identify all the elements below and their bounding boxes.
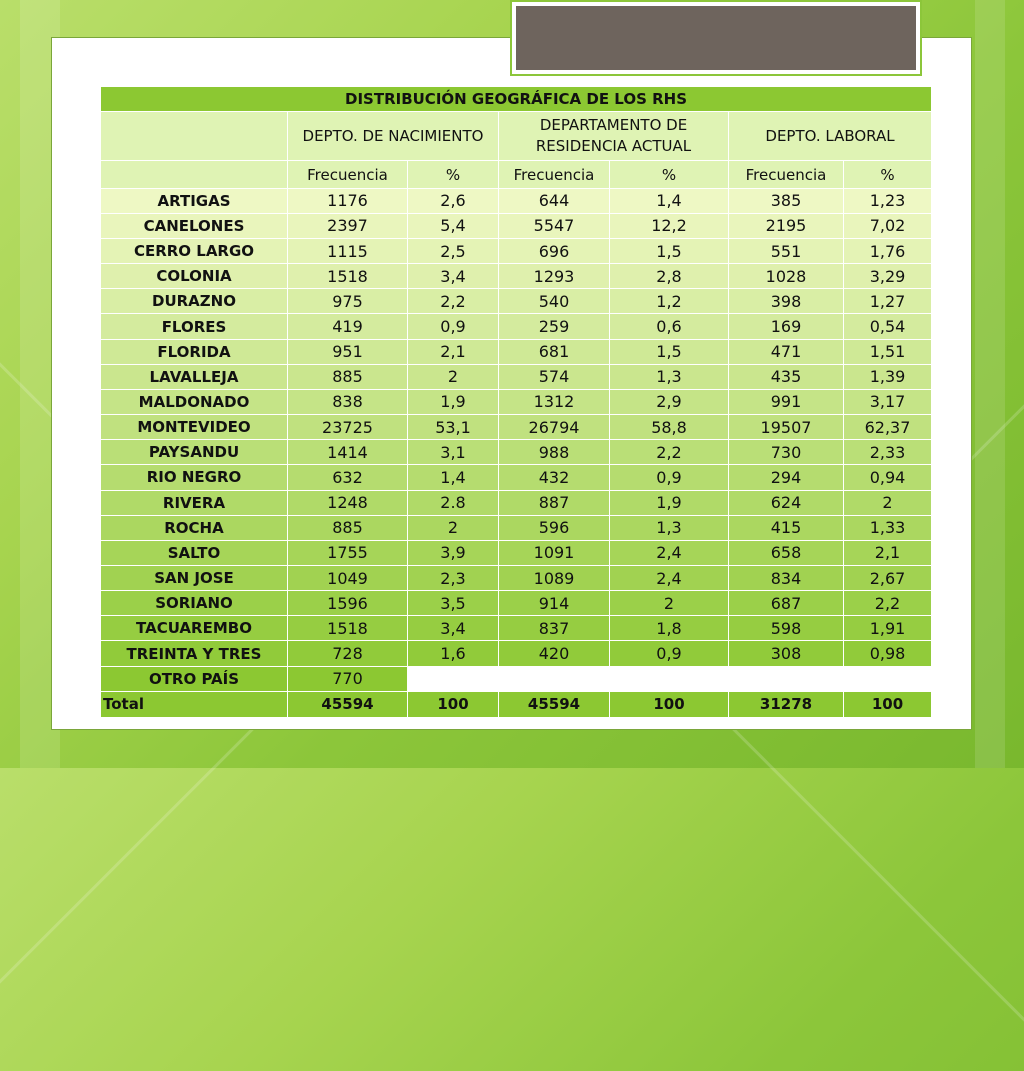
- residence-frequency: 644: [499, 188, 610, 213]
- residence-percent: 1,3: [610, 515, 729, 540]
- work-percent: 1,27: [844, 289, 932, 314]
- table-row: [101, 440, 932, 465]
- table-row: [101, 540, 932, 565]
- work-percent: 3,29: [844, 264, 932, 289]
- work-percent: 1,33: [844, 515, 932, 540]
- birth-percent: 2: [408, 364, 499, 389]
- birth-frequency: 885: [288, 515, 408, 540]
- residence-frequency: 540: [499, 289, 610, 314]
- table-row: [101, 339, 932, 364]
- work-frequency: [729, 666, 844, 691]
- table-row: [101, 213, 932, 238]
- table-row: [101, 565, 932, 590]
- birth-percent: 2.8: [408, 490, 499, 515]
- residence-percent: 0,9: [610, 641, 729, 666]
- table-row: [101, 289, 932, 314]
- birth-percent: 3,9: [408, 540, 499, 565]
- table-row: [101, 364, 932, 389]
- department-name: CANELONES: [101, 213, 288, 238]
- residence-frequency: 837: [499, 616, 610, 641]
- work-frequency: 398: [729, 289, 844, 314]
- total-residence-percent: 100: [610, 691, 729, 717]
- sub-header-frequency: Frecuencia: [729, 161, 844, 188]
- table-row: [101, 490, 932, 515]
- residence-percent: 0,6: [610, 314, 729, 339]
- group-header-residence-dept: DEPARTAMENTO DE RESIDENCIA ACTUAL: [499, 112, 729, 161]
- table-row: [101, 188, 932, 213]
- total-row: [101, 691, 932, 717]
- residence-percent: 1,8: [610, 616, 729, 641]
- residence-frequency: 681: [499, 339, 610, 364]
- residence-percent: 1,5: [610, 339, 729, 364]
- birth-frequency: 770: [288, 666, 408, 691]
- department-name: RIO NEGRO: [101, 465, 288, 490]
- birth-percent: 3,5: [408, 591, 499, 616]
- residence-percent: 58,8: [610, 415, 729, 440]
- work-percent: 7,02: [844, 213, 932, 238]
- work-frequency: 551: [729, 238, 844, 263]
- birth-frequency: 1248: [288, 490, 408, 515]
- residence-frequency: 596: [499, 515, 610, 540]
- table-row: [101, 616, 932, 641]
- geographic-distribution-table: [100, 86, 932, 718]
- birth-percent: 3,1: [408, 440, 499, 465]
- residence-frequency: 5547: [499, 213, 610, 238]
- birth-percent: 1,9: [408, 389, 499, 414]
- work-percent: 1,91: [844, 616, 932, 641]
- total-work-percent: 100: [844, 691, 932, 717]
- sub-header-empty: [101, 161, 288, 188]
- birth-frequency: 1518: [288, 264, 408, 289]
- work-frequency: 471: [729, 339, 844, 364]
- department-name: MONTEVIDEO: [101, 415, 288, 440]
- work-frequency: 294: [729, 465, 844, 490]
- work-frequency: 1028: [729, 264, 844, 289]
- residence-frequency: 887: [499, 490, 610, 515]
- birth-percent: 2,3: [408, 565, 499, 590]
- work-frequency: 730: [729, 440, 844, 465]
- total-birth-percent: 100: [408, 691, 499, 717]
- sub-header-row: [101, 161, 932, 188]
- birth-frequency: 419: [288, 314, 408, 339]
- residence-percent: 2,2: [610, 440, 729, 465]
- residence-percent: [610, 666, 729, 691]
- birth-frequency: 885: [288, 364, 408, 389]
- birth-percent: [408, 666, 499, 691]
- work-percent: 3,17: [844, 389, 932, 414]
- table-row: [101, 465, 932, 490]
- birth-frequency: 2397: [288, 213, 408, 238]
- department-name: ARTIGAS: [101, 188, 288, 213]
- work-frequency: 658: [729, 540, 844, 565]
- total-birth-frequency: 45594: [288, 691, 408, 717]
- department-name: DURAZNO: [101, 289, 288, 314]
- residence-percent: 0,9: [610, 465, 729, 490]
- birth-frequency: 1518: [288, 616, 408, 641]
- birth-frequency: 1414: [288, 440, 408, 465]
- residence-percent: 2,8: [610, 264, 729, 289]
- birth-frequency: 632: [288, 465, 408, 490]
- birth-percent: 53,1: [408, 415, 499, 440]
- residence-frequency: 914: [499, 591, 610, 616]
- residence-percent: 1,4: [610, 188, 729, 213]
- sub-header-frequency: Frecuencia: [288, 161, 408, 188]
- work-percent: 1,76: [844, 238, 932, 263]
- birth-frequency: 838: [288, 389, 408, 414]
- title-placeholder-fill: [516, 6, 916, 70]
- birth-frequency: 975: [288, 289, 408, 314]
- work-frequency: 385: [729, 188, 844, 213]
- residence-percent: 2: [610, 591, 729, 616]
- birth-frequency: 1176: [288, 188, 408, 213]
- work-frequency: 834: [729, 565, 844, 590]
- work-percent: 0,94: [844, 465, 932, 490]
- total-residence-frequency: 45594: [499, 691, 610, 717]
- table-row: [101, 641, 932, 666]
- department-name: FLORES: [101, 314, 288, 339]
- residence-percent: 1,3: [610, 364, 729, 389]
- birth-frequency: 1755: [288, 540, 408, 565]
- work-percent: 0,54: [844, 314, 932, 339]
- work-percent: 2,67: [844, 565, 932, 590]
- total-label: Total: [101, 691, 288, 717]
- work-frequency: 415: [729, 515, 844, 540]
- residence-percent: 1,2: [610, 289, 729, 314]
- department-name: TREINTA Y TRES: [101, 641, 288, 666]
- total-work-frequency: 31278: [729, 691, 844, 717]
- work-frequency: 624: [729, 490, 844, 515]
- birth-percent: 1,4: [408, 465, 499, 490]
- group-header-row: [101, 112, 932, 161]
- work-percent: 1,51: [844, 339, 932, 364]
- birth-percent: 3,4: [408, 616, 499, 641]
- work-frequency: 308: [729, 641, 844, 666]
- department-name: FLORIDA: [101, 339, 288, 364]
- work-frequency: 598: [729, 616, 844, 641]
- residence-frequency: 696: [499, 238, 610, 263]
- department-name: LAVALLEJA: [101, 364, 288, 389]
- residence-percent: 2,4: [610, 540, 729, 565]
- table-row: [101, 389, 932, 414]
- department-name: ROCHA: [101, 515, 288, 540]
- work-percent: 1,23: [844, 188, 932, 213]
- department-name: TACUAREMBO: [101, 616, 288, 641]
- work-percent: 2,2: [844, 591, 932, 616]
- residence-frequency: 1312: [499, 389, 610, 414]
- birth-frequency: 1049: [288, 565, 408, 590]
- table-row: [101, 314, 932, 339]
- birth-percent: 2,6: [408, 188, 499, 213]
- residence-frequency: 259: [499, 314, 610, 339]
- birth-frequency: 728: [288, 641, 408, 666]
- birth-frequency: 1596: [288, 591, 408, 616]
- table-title: DISTRIBUCIÓN GEOGRÁFICA DE LOS RHS: [101, 87, 932, 112]
- department-name: OTRO PAÍS: [101, 666, 288, 691]
- birth-percent: 0,9: [408, 314, 499, 339]
- sub-header-percent: %: [844, 161, 932, 188]
- work-frequency: 2195: [729, 213, 844, 238]
- department-name: CERRO LARGO: [101, 238, 288, 263]
- work-percent: 62,37: [844, 415, 932, 440]
- work-frequency: 991: [729, 389, 844, 414]
- department-name: PAYSANDU: [101, 440, 288, 465]
- table-row: [101, 415, 932, 440]
- residence-frequency: 988: [499, 440, 610, 465]
- birth-percent: 2,2: [408, 289, 499, 314]
- residence-percent: 1,9: [610, 490, 729, 515]
- residence-frequency: 574: [499, 364, 610, 389]
- department-name: SALTO: [101, 540, 288, 565]
- work-frequency: 19507: [729, 415, 844, 440]
- residence-frequency: 1293: [499, 264, 610, 289]
- sub-header-frequency: Frecuencia: [499, 161, 610, 188]
- residence-percent: 2,9: [610, 389, 729, 414]
- birth-frequency: 23725: [288, 415, 408, 440]
- work-percent: 2,1: [844, 540, 932, 565]
- residence-percent: 1,5: [610, 238, 729, 263]
- residence-frequency: 26794: [499, 415, 610, 440]
- department-name: RIVERA: [101, 490, 288, 515]
- birth-percent: 2: [408, 515, 499, 540]
- department-name: SAN JOSE: [101, 565, 288, 590]
- work-percent: 2: [844, 490, 932, 515]
- table-title-row: [101, 87, 932, 112]
- work-frequency: 169: [729, 314, 844, 339]
- residence-frequency: 1089: [499, 565, 610, 590]
- residence-percent: 12,2: [610, 213, 729, 238]
- birth-percent: 1,6: [408, 641, 499, 666]
- residence-frequency: 432: [499, 465, 610, 490]
- table-row: [101, 264, 932, 289]
- work-percent: 0,98: [844, 641, 932, 666]
- group-header-empty: [101, 112, 288, 161]
- department-name: MALDONADO: [101, 389, 288, 414]
- residence-frequency: 420: [499, 641, 610, 666]
- work-percent: 2,33: [844, 440, 932, 465]
- birth-percent: 3,4: [408, 264, 499, 289]
- table-row: [101, 666, 932, 691]
- table-row: [101, 238, 932, 263]
- work-frequency: 435: [729, 364, 844, 389]
- work-percent: 1,39: [844, 364, 932, 389]
- residence-percent: 2,4: [610, 565, 729, 590]
- birth-percent: 2,5: [408, 238, 499, 263]
- residence-frequency: 1091: [499, 540, 610, 565]
- department-name: COLONIA: [101, 264, 288, 289]
- title-placeholder: [510, 0, 922, 76]
- birth-frequency: 1115: [288, 238, 408, 263]
- table-row: [101, 591, 932, 616]
- sub-header-percent: %: [610, 161, 729, 188]
- sub-header-percent: %: [408, 161, 499, 188]
- work-percent: [844, 666, 932, 691]
- group-header-birth-dept: DEPTO. DE NACIMIENTO: [288, 112, 499, 161]
- birth-frequency: 951: [288, 339, 408, 364]
- birth-percent: 2,1: [408, 339, 499, 364]
- group-header-work-dept: DEPTO. LABORAL: [729, 112, 932, 161]
- residence-frequency: [499, 666, 610, 691]
- department-name: SORIANO: [101, 591, 288, 616]
- work-frequency: 687: [729, 591, 844, 616]
- table-row: [101, 515, 932, 540]
- birth-percent: 5,4: [408, 213, 499, 238]
